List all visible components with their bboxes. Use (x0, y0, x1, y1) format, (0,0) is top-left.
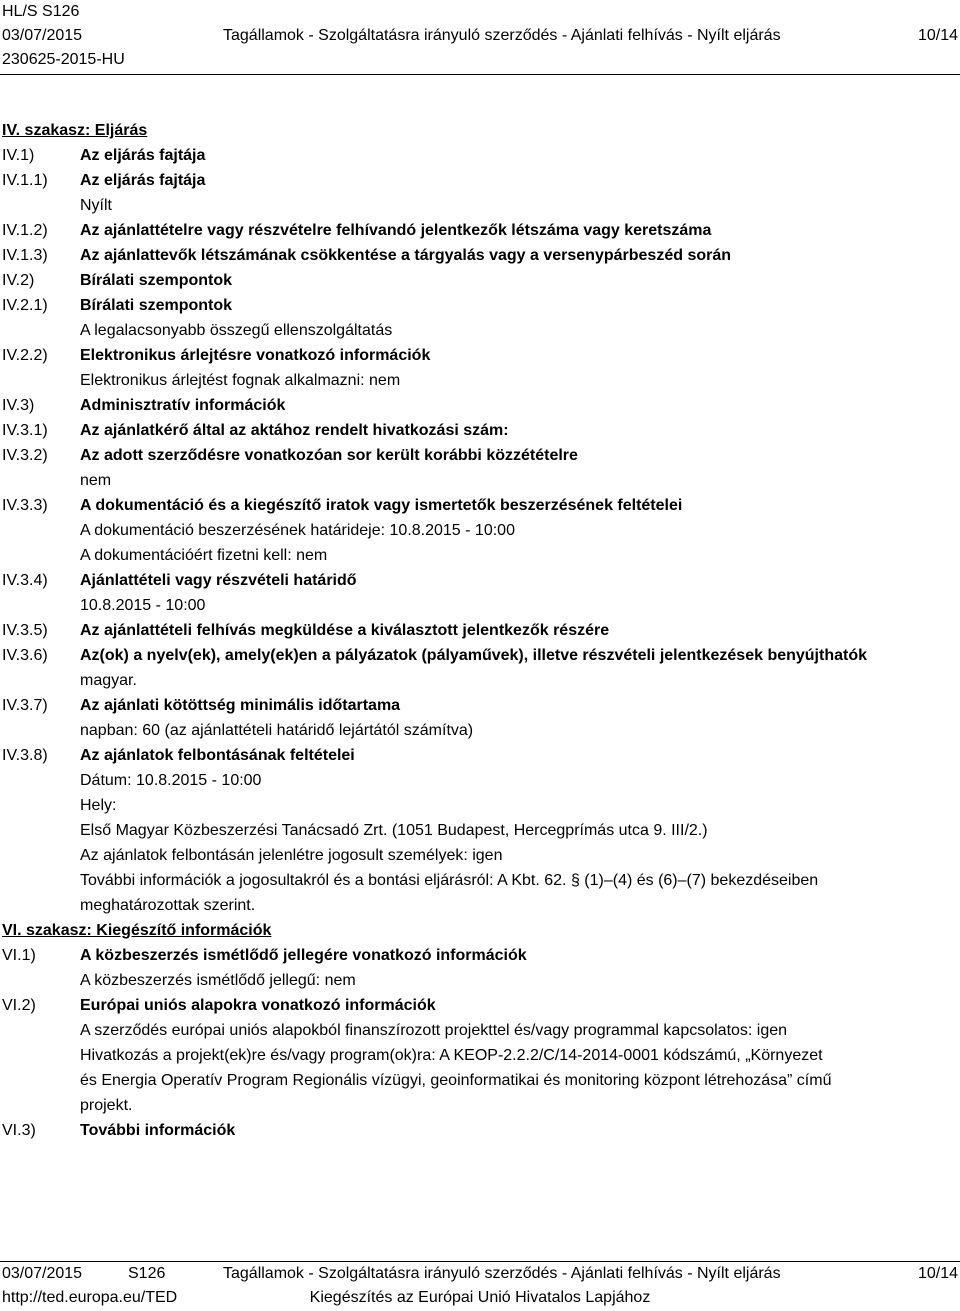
section-row (0, 693, 960, 743)
section-row (0, 993, 960, 1118)
field-heading: Elektronikus árlejtésre vonatkozó információk (80, 347, 431, 364)
section-number: IV.3.4) (2, 572, 48, 589)
section-vi-title[interactable]: VI. szakasz: Kiegészítő információk (2, 922, 272, 939)
section-row (0, 268, 960, 293)
section-row (0, 1118, 960, 1143)
field-heading: Bírálati szempontok (80, 272, 233, 289)
section-iv-rows (0, 143, 960, 918)
field-heading: A dokumentáció és a kiegészítő iratok vagy ismertetők beszerzésének feltételei (80, 497, 683, 514)
field-heading: Adminisztratív információk (80, 397, 286, 414)
section-content (80, 268, 958, 293)
section-row (0, 143, 960, 168)
section-row (0, 243, 960, 268)
section-number: IV.3.5) (2, 622, 48, 639)
field-heading: A közbeszerzés ismétlődő jellegére vonatkozó információk (80, 947, 527, 964)
section-content (80, 743, 958, 918)
section-row (0, 218, 960, 243)
section-number: VI.1) (2, 947, 36, 964)
section-content (80, 643, 958, 693)
section-number: IV.1.1) (2, 172, 48, 189)
field-heading: Bírálati szempontok (80, 297, 233, 314)
header-line-1 (0, 0, 960, 24)
section-number: IV.2.2) (2, 347, 48, 364)
footer-line-2 (0, 1286, 960, 1310)
header-line-2 (0, 24, 960, 48)
field-value: A közbeszerzés ismétlődő jellegű: nem (80, 972, 356, 989)
section-vi-rows (0, 943, 960, 1143)
field-value: 10.8.2015 - 10:00 (80, 597, 206, 614)
footer-publisher: Kiegészítés az Európai Unió Hivatalos Lapjához (309, 1289, 651, 1306)
section-row (0, 493, 960, 568)
section-number: IV.3.2) (2, 447, 48, 464)
header-page-number: 10/14 (917, 27, 958, 44)
field-heading: Az ajánlattételi felhívás megküldése a kiválasztott jelentkezők részére (80, 622, 610, 639)
header-divider (0, 74, 960, 75)
section-row (0, 418, 960, 443)
section-number: VI.3) (2, 1122, 36, 1139)
field-value: Az ajánlatok felbontásán jelenlétre jogosult személyek: igen (80, 847, 503, 864)
section-content (80, 1118, 958, 1143)
field-value: napban: 60 (az ajánlattételi határidő lejártától számítva) (80, 722, 474, 739)
field-value: Első Magyar Közbeszerzési Tanácsadó Zrt. (1051 Budapest, Hercegprímás utca 9. III/2.) (80, 822, 708, 839)
field-value: Nyílt (80, 197, 112, 214)
section-number: IV.1.2) (2, 222, 48, 239)
notice-number: 230625-2015-HU (2, 51, 125, 68)
section-row (0, 943, 960, 993)
section-content (80, 343, 958, 393)
section-content (80, 618, 958, 643)
footer-date: 03/07/2015 (2, 1265, 83, 1282)
field-value: A dokumentáció beszerzésének határideje: 10.8.2015 - 10:00 (80, 522, 515, 539)
section-content (80, 293, 958, 343)
page-header (0, 0, 960, 72)
header-line-3 (0, 48, 960, 72)
section-row (0, 393, 960, 418)
field-heading: Az eljárás fajtája (80, 172, 206, 189)
section-row (0, 168, 960, 218)
section-row (0, 443, 960, 493)
field-value: A szerződés európai uniós alapokból finanszírozott projekttel és/vagy programmal kapcsolatos: igen (80, 1022, 788, 1039)
header-date: 03/07/2015 (2, 27, 83, 44)
section-number: IV.2) (2, 272, 35, 289)
field-value: és Energia Operatív Program Regionális vízügyi, geoinformatikai és monitoring központ létrehozása” című (80, 1072, 832, 1089)
document-body (0, 118, 960, 1143)
field-value: Dátum: 10.8.2015 - 10:00 (80, 772, 262, 789)
field-heading: Az ajánlatkérő által az aktához rendelt hivatkozási szám: (80, 422, 509, 439)
section-row (0, 293, 960, 343)
section-row (0, 618, 960, 643)
section-content (80, 568, 958, 618)
field-value: meghatározottak szerint. (80, 897, 256, 914)
section-content (80, 393, 958, 418)
field-heading: További információk (80, 1122, 236, 1139)
field-heading: Az eljárás fajtája (80, 147, 206, 164)
section-row (0, 343, 960, 393)
section-iv-title[interactable]: IV. szakasz: Eljárás (2, 122, 148, 139)
footer-title: Tagállamok - Szolgáltatásra irányuló szerződés - Ajánlati felhívás - Nyílt eljárás (223, 1265, 781, 1282)
section-number: IV.3.6) (2, 647, 48, 664)
field-value: A dokumentációért fizetni kell: nem (80, 547, 328, 564)
section-number: IV.3.7) (2, 697, 48, 714)
field-heading: Az adott szerződésre vonatkozóan sor került korábbi közzétételre (80, 447, 578, 464)
field-heading: Az(ok) a nyelv(ek), amely(ek)en a pályázatok (pályaművek), illetve részvételi jelentkezések benyújthatók (80, 647, 867, 664)
section-number: IV.3.8) (2, 747, 48, 764)
footer-page-number: 10/14 (917, 1265, 958, 1282)
section-content (80, 168, 958, 218)
section-number: IV.1) (2, 147, 35, 164)
field-heading: Európai uniós alapokra vonatkozó információk (80, 997, 436, 1014)
field-value: Hely: (80, 797, 117, 814)
page-footer (0, 1262, 960, 1310)
field-value: nem (80, 472, 112, 489)
section-content (80, 418, 958, 443)
field-heading: Az ajánlattevők létszámának csökkentése a tárgyalás vagy a versenypárbeszéd során (80, 247, 732, 264)
section-number: IV.3.1) (2, 422, 48, 439)
section-number: IV.3) (2, 397, 35, 414)
field-value: A legalacsonyabb összegű ellenszolgáltatás (80, 322, 393, 339)
section-content (80, 443, 958, 493)
field-value: Hivatkozás a projekt(ek)re és/vagy program(ok)ra: A KEOP-2.2.2/C/14-2014-0001 kódszámú, „Környezet (80, 1047, 823, 1064)
field-value: Elektronikus árlejtést fognak alkalmazni: nem (80, 372, 401, 389)
field-heading: Az ajánlati kötöttség minimális időtartama (80, 697, 401, 714)
section-number: IV.3.3) (2, 497, 48, 514)
field-heading: Ajánlattételi vagy részvételi határidő (80, 572, 357, 589)
section-number: VI.2) (2, 997, 36, 1014)
section-content (80, 143, 958, 168)
section-row (0, 743, 960, 918)
field-value: További információk a jogosultakról és a bontási eljárásról: A Kbt. 62. § (1)–(4) és (6)–(7) bekezdéseiben (80, 872, 819, 889)
section-row (0, 643, 960, 693)
field-value: projekt. (80, 1097, 133, 1114)
field-heading: Az ajánlattételre vagy részvételre felhívandó jelentkezők létszáma vagy keretszáma (80, 222, 712, 239)
section-content (80, 993, 958, 1118)
section-content (80, 943, 958, 993)
header-title: Tagállamok - Szolgáltatásra irányuló szerződés - Ajánlati felhívás - Nyílt eljárás (223, 27, 781, 44)
section-number: IV.2.1) (2, 297, 48, 314)
footer-url[interactable]: http://ted.europa.eu/TED (2, 1289, 178, 1306)
section-content (80, 493, 958, 568)
footer-issue: S126 (128, 1265, 166, 1282)
section-number: IV.1.3) (2, 247, 48, 264)
section-row (0, 568, 960, 618)
field-value: magyar. (80, 672, 137, 689)
section-content (80, 693, 958, 743)
doc-code: HL/S S126 (2, 3, 80, 20)
section-content (80, 243, 958, 268)
field-heading: Az ajánlatok felbontásának feltételei (80, 747, 355, 764)
footer-line-1 (0, 1262, 960, 1286)
section-content (80, 218, 958, 243)
